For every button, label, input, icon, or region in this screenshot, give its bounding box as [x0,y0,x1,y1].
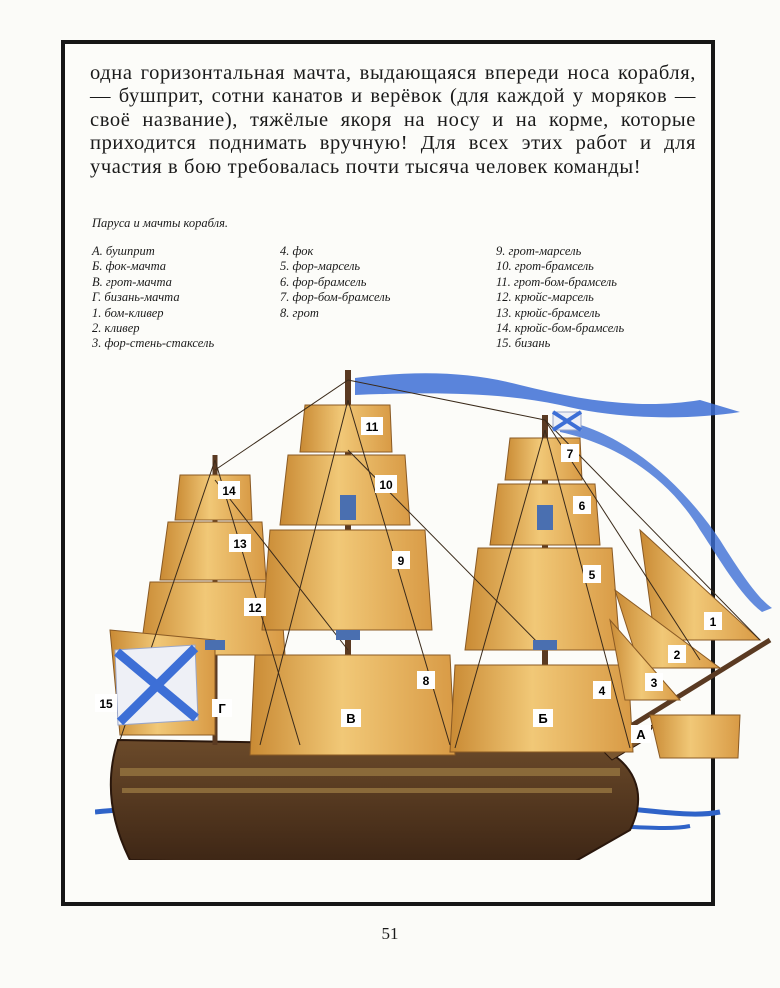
label-10-text: 10 [379,478,393,492]
label-15 [95,694,117,712]
label-B [533,709,553,727]
label-4 [593,681,611,699]
legend-item: 12. крюйс-марсель [496,290,594,305]
label-2-text: 2 [673,648,681,662]
legend-item: 4. фок [280,244,314,258]
label-4-text: 4 [598,684,606,698]
sail [450,665,633,752]
label-8 [417,671,435,689]
body-paragraph: одна горизонтальная мачта, выдающаяся впереди носа корабля, — бушприт, сотни канатов и верёвок (для каждой у моряков — своё название), тяжёлые якоря на носу и на корме, которые приходится поднимать вручную! Для всех этих работ и для участия в бою требовалась почти тысяча человек команды! [90,62,696,178]
label-V-text: В [346,711,356,726]
ship-hull [111,740,638,860]
label-12-text: 12 [248,601,262,615]
legend-column-2 [280,244,390,321]
legend-column-3 [496,244,624,352]
label-8-text: 8 [422,674,430,688]
sail [650,715,740,758]
legend-item: 14. крюйс-бом-брамсель [496,321,625,336]
legend-item: Г. бизань-мачта [92,290,180,305]
label-3 [645,673,663,691]
label-12 [244,598,266,616]
label-1 [704,612,722,630]
ship-illustration [95,360,775,860]
legend-item: 13. крюйс-брамсель [496,305,601,320]
mast-top [336,630,360,640]
legend-item: 15. бизань [496,336,551,351]
legend-item: 6. фор-брамсель [280,274,367,289]
label-13 [229,534,251,552]
label-6-text: 6 [578,499,586,513]
legend-item: А. бушприт [92,244,155,258]
mast-top [537,505,553,530]
sail [262,530,432,630]
label-1-text: 1 [709,615,717,629]
label-3-text: 3 [650,676,658,690]
legend-item: 9. грот-марсель [496,244,582,258]
label-G [212,699,232,717]
label-5-text: 5 [588,568,596,582]
legend-item: 7. фор-бом-брамсель [280,290,391,305]
label-15-text: 15 [99,697,113,711]
legend-item: 10. грот-брамсель [496,259,594,274]
hull-stripe [120,768,620,776]
label-9-text: 9 [397,554,405,568]
legend-item: 1. бом-кливер [92,305,164,320]
label-11 [361,417,383,435]
legend-item: 8. грот [280,305,319,320]
hull-stripe [122,788,612,793]
label-7 [561,444,579,462]
label-2 [668,645,686,663]
label-10 [375,475,397,493]
page-number: 51 [381,924,399,943]
mast-top [340,495,356,520]
label-B-text: Б [538,711,548,726]
sail [465,548,620,650]
sail [250,655,455,755]
mast-top [533,640,557,650]
label-9 [392,551,410,569]
label-7-text: 7 [566,447,574,461]
legend-item: В. грот-мачта [92,274,172,289]
label-5 [583,565,601,583]
legend-column-1 [92,244,214,352]
label-11-text: 11 [365,420,379,434]
stern-flag [115,645,198,725]
label-14-text: 14 [222,484,236,498]
legend-item: 2. кливер [92,321,140,336]
label-G-text: Г [218,701,226,716]
label-6 [573,496,591,514]
label-A [631,725,651,743]
pennant [355,373,740,417]
label-V [341,709,361,727]
legend-item: 11. грот-бом-брамсель [496,274,617,289]
legend-item: Б. фок-мачта [92,259,167,274]
legend-item: 5. фор-марсель [280,259,361,274]
masthead-flag [553,412,581,430]
legend-item: 3. фор-стень-стаксель [92,336,215,351]
label-14 [218,481,240,499]
label-A-text: А [636,727,646,742]
mast-top [205,640,225,650]
label-13-text: 13 [233,537,247,551]
figure-caption: Паруса и мачты корабля. [92,216,229,230]
